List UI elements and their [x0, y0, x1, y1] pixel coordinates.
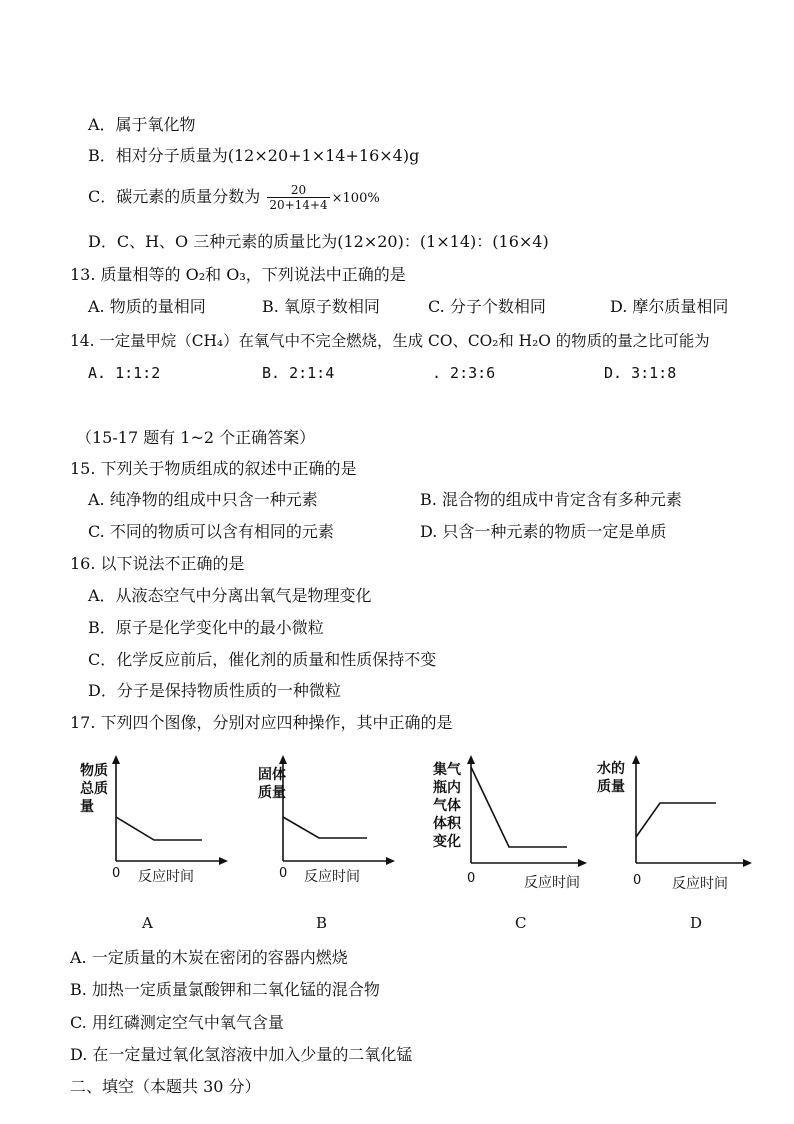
- graph-c-plot: [465, 755, 590, 870]
- graph-c-ylabel-line: 变化: [433, 834, 461, 850]
- graph-c-letter: C: [515, 914, 527, 932]
- multi-answer-note: （15-17 题有 1~2 个正确答案）: [76, 428, 316, 447]
- graph-b-ylabel-line: 质量: [258, 785, 286, 801]
- q17-option-d: D. 在一定量过氧化氢溶液中加入少量的二氧化锰: [70, 1045, 413, 1064]
- graph-a-ylabel-line: 量: [80, 799, 94, 815]
- q12-fraction-numerator: 20: [267, 183, 329, 198]
- q14-option-c: . 2:3:6: [432, 364, 496, 382]
- graph-a-origin: 0: [112, 866, 121, 881]
- graph-b-ylabel-line: 固体: [258, 767, 286, 783]
- graph-c-y-arrow: [467, 755, 475, 764]
- graph-d-curve: [636, 803, 716, 837]
- q16-option-a: A．从液态空气中分离出氧气是物理变化: [88, 586, 372, 605]
- graph-d-ylabel-line: 质量: [597, 779, 625, 795]
- q13-option-c: C. 分子个数相同: [428, 297, 546, 316]
- graph-a-ylabel-line: 物质: [80, 763, 108, 779]
- graph-c-ylabel-line: 气体: [433, 798, 461, 814]
- graph-a-plot: [110, 755, 230, 870]
- q12-fraction: [267, 183, 329, 212]
- q12-fraction-denominator: 20+14+4: [269, 198, 328, 212]
- graph-c-curve: [471, 767, 567, 847]
- graph-d-plot: [630, 755, 755, 870]
- graph-b-xlabel: 反应时间: [304, 869, 360, 885]
- q16-option-c: C．化学反应前后，催化剂的质量和性质保持不变: [88, 650, 437, 669]
- q14-option-b: B. 2:1:4: [262, 364, 335, 382]
- graph-b-curve: [283, 817, 367, 838]
- graph-a-x-arrow: [219, 857, 228, 865]
- graph-c-origin: 0: [467, 871, 476, 886]
- q16-option-d: D．分子是保持物质性质的一种微粒: [88, 681, 341, 700]
- q16-stem: 16. 以下说法不正确的是: [70, 554, 245, 573]
- q12-option-c-prefix: C．碳元素的质量分数为: [88, 187, 261, 206]
- q17-stem: 17. 下列四个图像，分别对应四种操作，其中正确的是: [70, 713, 453, 732]
- q15-option-c: C. 不同的物质可以含有相同的元素: [88, 522, 334, 541]
- graph-c-x-arrow: [578, 859, 587, 867]
- graph-b-origin: 0: [279, 866, 288, 881]
- graph-b-plot: [277, 755, 397, 870]
- graph-c-ylabel-line: 瓶内: [433, 780, 461, 796]
- q17-option-b: B. 加热一定质量氯酸钾和二氧化锰的混合物: [70, 980, 380, 999]
- graph-d-xlabel: 反应时间: [672, 876, 728, 892]
- graph-c-ylabel: [433, 761, 461, 851]
- graph-a-xlabel: 反应时间: [138, 869, 194, 885]
- q12-option-a: A．属于氧化物: [88, 115, 196, 134]
- graph-d-origin: 0: [633, 873, 642, 888]
- graph-a-ylabel-line: 总质: [80, 781, 108, 797]
- q17-option-a: A. 一定质量的木炭在密闭的容器内燃烧: [70, 948, 348, 967]
- graph-d: [630, 755, 755, 870]
- graph-c: [465, 755, 590, 870]
- graph-a: [110, 755, 230, 870]
- q15-stem: 15. 下列关于物质组成的叙述中正确的是: [70, 459, 357, 478]
- q13-stem: 13. 质量相等的 O₂和 O₃，下列说法中正确的是: [70, 265, 406, 284]
- q15-option-b: B. 混合物的组成中肯定含有多种元素: [420, 490, 682, 509]
- q14-option-a: A. 1:1:2: [88, 364, 161, 382]
- q12-option-c-suffix: ×100%: [331, 191, 380, 206]
- q15-option-a: A. 纯净物的组成中只含一种元素: [88, 490, 318, 509]
- q13-option-a: A. 物质的量相同: [88, 297, 206, 316]
- graph-d-ylabel-line: 水的: [597, 761, 625, 777]
- q16-option-b: B．原子是化学变化中的最小微粒: [88, 618, 324, 637]
- graph-c-ylabel-line: 体积: [433, 816, 461, 832]
- q12-option-c: [88, 183, 380, 212]
- graph-a-y-arrow: [112, 755, 120, 764]
- graph-d-ylabel: [597, 760, 625, 796]
- graph-a-ylabel: [80, 762, 108, 816]
- q12-option-d: D．C、H、O 三种元素的质量比为(12×20)：(1×14)：(16×4): [88, 232, 549, 251]
- q15-option-d: D. 只含一种元素的物质一定是单质: [420, 522, 667, 541]
- q17-option-c: C. 用红磷测定空气中氧气含量: [70, 1013, 284, 1032]
- q12-option-b: B．相对分子质量为(12×20+1×14+16×4)g: [88, 146, 420, 165]
- graph-d-letter: D: [690, 914, 703, 932]
- q14-stem: 14. 一定量甲烷（CH₄）在氧气中不完全燃烧，生成 CO、CO₂和 H₂O 的物质的量之比可能为: [70, 332, 710, 350]
- section-heading: 二、填空（本题共 30 分）: [70, 1077, 261, 1096]
- graph-c-xlabel: 反应时间: [524, 875, 580, 891]
- graph-b-x-arrow: [386, 857, 395, 865]
- graph-b: [277, 755, 397, 870]
- graph-d-x-arrow: [743, 859, 752, 867]
- graph-b-letter: B: [316, 914, 328, 932]
- graph-a-curve: [116, 817, 202, 840]
- graph-d-y-arrow: [632, 755, 640, 764]
- q13-option-b: B. 氧原子数相同: [262, 297, 380, 316]
- graph-a-letter: A: [142, 914, 153, 932]
- graph-c-ylabel-line: 集气: [433, 762, 461, 778]
- q14-option-d: D. 3:1:8: [604, 364, 677, 382]
- q13-option-d: D. 摩尔质量相同: [610, 297, 729, 316]
- graph-b-y-arrow: [279, 755, 287, 764]
